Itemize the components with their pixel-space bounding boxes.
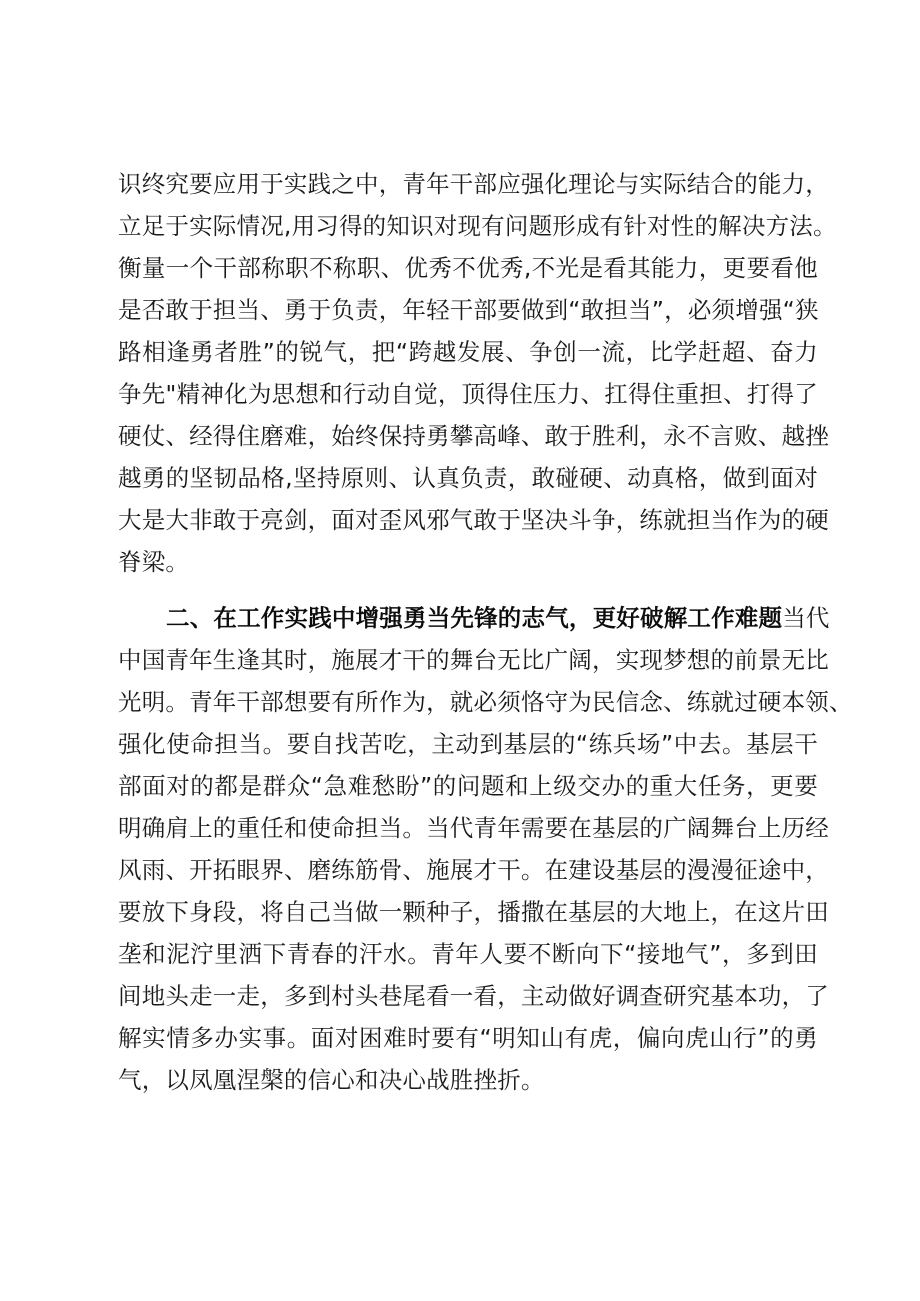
- paragraph-line: 要放下身段，将自己当做一颗种子，播撒在基层的大地上，在这片田: [118, 898, 829, 926]
- section-heading-line: [166, 599, 830, 637]
- paragraph-line: 争先"精神化为思想和行动自觉，顶得住压力、扛得住重担、打得了: [118, 380, 818, 408]
- paragraph-line: 衡量一个干部称职不称职、优秀不优秀,不光是看其能力，更要看他: [118, 254, 818, 282]
- paragraph-line: 脊梁。: [118, 548, 190, 576]
- paragraph-line: 气，以凤凰涅槃的信心和决心战胜挫折。: [118, 1066, 545, 1094]
- paragraph-line: 光明。青年干部想要有所作为，就必须恪守为民信念、练就过硬本领、: [118, 688, 853, 716]
- heading-tail-text: 当代: [782, 604, 830, 632]
- paragraph-line: 路相逢勇者胜”的锐气，把“跨越发展、争创一流，比学赶超、奋力: [118, 338, 818, 366]
- section-heading: 二、在工作实践中增强勇当先锋的志气，更好破解工作难题: [166, 604, 783, 632]
- paragraph-line: 解实情多办实事。面对困难时要有“明知山有虎，偏向虎山行”的勇: [118, 1024, 818, 1052]
- paragraph-line: 硬仗、经得住磨难，始终保持勇攀高峰、敢于胜利，永不言败、越挫: [118, 422, 829, 450]
- paragraph-line: 垄和泥泞里洒下青春的汗水。青年人要不断向下“接地气”，多到田: [118, 940, 818, 968]
- paragraph-line: 立足于实际情况,用习得的知识对现有问题形成有针对性的解决方法。: [118, 212, 837, 240]
- paragraph-line: 中国青年生逢其时，施展才干的舞台无比广阔，实现梦想的前景无比: [118, 646, 829, 674]
- paragraph-line: 部面对的都是群众“急难愁盼”的问题和上级交办的重大任务，更要: [118, 772, 818, 800]
- paragraph-line: 是否敢于担当、勇于负责，年轻干部要做到“敢担当”，必须增强“狭: [118, 296, 819, 324]
- paragraph-line: 间地头走一走，多到村头巷尾看一看，主动做好调查研究基本功，了: [118, 982, 829, 1010]
- paragraph-line: 越勇的坚韧品格,坚持原则、认真负责，敢碰硬、动真格，做到面对: [118, 464, 818, 492]
- paragraph-line: 明确肩上的重任和使命担当。当代青年需要在基层的广阔舞台上历经: [118, 814, 829, 842]
- paragraph-line: 大是大非敢于亮剑，面对歪风邪气敢于坚决斗争，练就担当作为的硬: [118, 506, 829, 534]
- paragraph-line: 风雨、开拓眼界、磨练筋骨、施展才干。在建设基层的漫漫征途中，: [118, 856, 829, 884]
- paragraph-line: 识终究要应用于实践之中，青年干部应强化理论与实际结合的能力，: [118, 170, 829, 198]
- paragraph-line: 强化使命担当。要自找苦吃，主动到基层的“练兵场”中去。基层干: [118, 730, 818, 758]
